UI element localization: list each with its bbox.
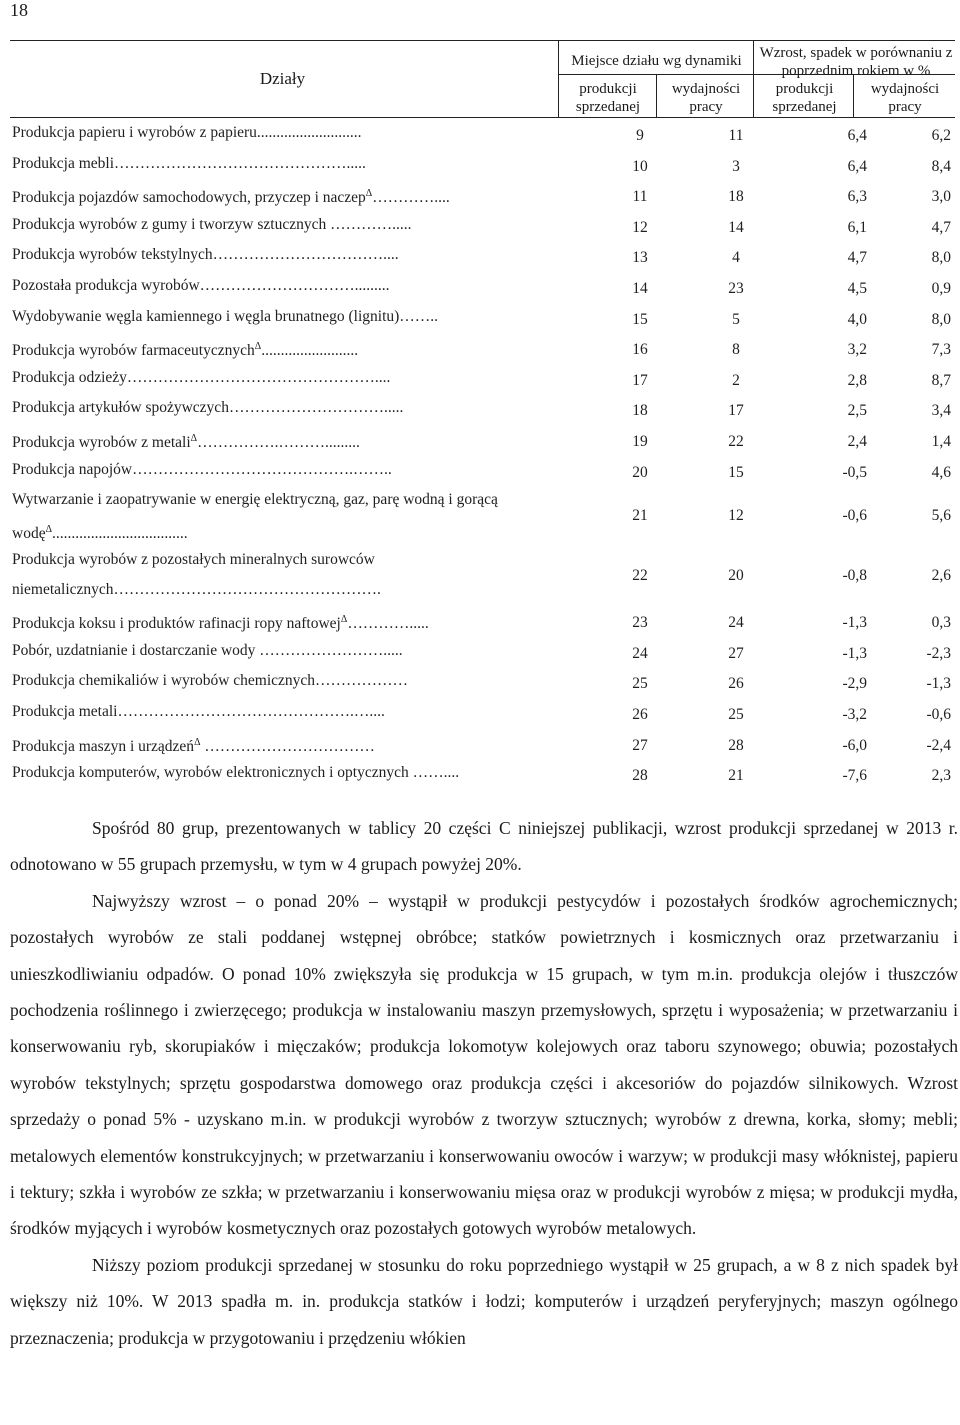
table-row	[0, 302, 960, 333]
table-row	[0, 149, 960, 180]
table-row	[0, 118, 960, 149]
cell-c1: 27	[632, 736, 648, 754]
cell-c2: 26	[728, 675, 744, 693]
table-row	[0, 605, 960, 636]
header-wydajnosci-pracy: wydajności pracy	[671, 81, 741, 115]
row-label: Produkcja maszyn i urządzeń$^\Delta$ ……………………………	[12, 736, 375, 755]
cell-c3: 3,2	[847, 341, 867, 359]
cell-c2: 8	[732, 341, 740, 359]
cell-c4: -2,3	[926, 644, 951, 662]
cell-c1: 20	[632, 463, 648, 481]
cell-c2: 28	[728, 736, 744, 754]
cell-c2: 17	[728, 402, 744, 420]
cell-c3: -0,8	[842, 567, 867, 585]
row-label: Produkcja pojazdów samochodowych, przyczep i naczep$^\Delta$…………....	[12, 188, 450, 207]
cell-c3: 6,3	[847, 188, 867, 206]
cell-c2: 4	[732, 249, 740, 267]
cell-c3: 6,4	[847, 157, 867, 175]
header-divider	[656, 74, 657, 117]
paragraph: Niższy poziom produkcji sprzedanej w stosunku do roku poprzedniego wystąpił w 25 grupach, a w 8 z nich spadek był większy niż 10%. W 2013 spadła m. in. produkcja statków i łodzi; komputerów i urządzeń peryferyjnych; maszyn ogólnego przeznaczenia; produkcja w przygotowaniu i przędzeniu włókien	[10, 1254, 958, 1348]
cell-c3: 4,5	[847, 280, 867, 297]
cell-c3: 6,4	[847, 127, 867, 144]
cell-c1: 18	[632, 402, 648, 420]
cell-c1: 19	[632, 433, 648, 450]
table-row	[0, 636, 960, 667]
cell-c3: 6,1	[847, 218, 867, 236]
header-wydajnosci-pracy: wydajności pracy	[870, 81, 940, 115]
table-row	[0, 210, 960, 241]
cell-c3: 4,0	[847, 310, 867, 328]
table-row	[0, 697, 960, 728]
row-label: Produkcja papieru i wyrobów z papieru...........................	[12, 124, 362, 141]
table-row	[0, 393, 960, 424]
cell-c3: 2,4	[847, 433, 867, 450]
cell-c1: 24	[632, 644, 648, 662]
header-produkcji-sprzedanej: produkcji sprzedanej	[575, 81, 641, 115]
cell-c1: 15	[632, 310, 648, 328]
row-label: Produkcja mebli……………………………………….....	[12, 154, 366, 172]
row-label: Produkcja wyrobów z metali$^\Delta$…………….……….........	[12, 433, 360, 452]
cell-c1: 28	[632, 767, 648, 785]
cell-c4: 1,4	[931, 433, 951, 450]
cell-c4: 8,0	[931, 310, 951, 328]
table-row	[0, 455, 960, 486]
cell-c4: 6,2	[931, 127, 951, 144]
header-produkcji-sprzedanej: produkcji sprzedanej	[772, 81, 837, 115]
row-label: Produkcja metali……………………………………….…....	[12, 703, 385, 720]
cell-c2: 23	[728, 280, 744, 297]
paragraph: Spośród 80 grup, prezentowanych w tablicy 20 części C niniejszej publikacji, wzrost produkcji sprzedanej w 2013 r. odnotowano w 55 grupach przemysłu, w tym w 4 grupach powyżej 20%.	[10, 818, 958, 875]
cell-c4: 7,3	[931, 341, 951, 359]
cell-c2: 12	[728, 507, 744, 525]
cell-c2: 11	[728, 127, 744, 144]
header-wzrost: Wzrost, spadek w porównaniu z poprzednim rokiem w %	[759, 45, 953, 79]
cell-c1: 26	[632, 706, 648, 723]
cell-c2: 14	[728, 218, 744, 236]
table-row	[0, 485, 960, 545]
cell-c4: 0,9	[931, 280, 951, 297]
cell-c3: -0,6	[842, 507, 867, 525]
cell-c1: 10	[632, 157, 648, 175]
cell-c2: 3	[732, 157, 740, 175]
cell-c4: 3,0	[931, 188, 951, 206]
cell-c2: 24	[728, 614, 744, 632]
cell-c4: 2,3	[931, 767, 951, 785]
cell-c3: 2,8	[847, 371, 867, 389]
row-label: Produkcja wyrobów farmaceutycznych$^\Delta$.........................	[12, 341, 359, 360]
cell-c3: -6,0	[842, 736, 867, 754]
paragraph: Najwyższy wzrost – o ponad 20% – wystąpił w produkcji pestycydów i pozostałych środków agrochemicznych; pozostałych wyrobów ze stali poddanej wstępnej obróbce; statków powietrznych i kosmicznych oraz przetwarzaniu i unieszkodliwianiu odpadów. O ponad 10% zwiększyła się produkcja w 15 grupach, w tym m.in. produkcja olejów i tłuszczów pochodzenia roślinnego i zwierzęcego; produkcja w instalowaniu maszyn przemysłowych, sprzętu i wyposażenia; w przetwarzaniu i konserwowaniu ryb, skorupiaków i mięczaków; produkcja lokomotyw kolejowych oraz taboru szynowego; obuwia; pozostałych wyrobów tekstylnych; sprzętu gospodarstwa domowego oraz produkcja części i akcesoriów do pojazdów silnikowych. Wzrost sprzedaży o ponad 5% - uzyskano m.in. w produkcji wyrobów z tworzyw sztucznych; wyrobów z drewna, korka, słomy; mebli; metalowych elementów konstrukcyjnych; w przetwarzaniu i konserwowaniu owoców i warzyw; w produkcji masy włóknistej, papieru i tektury; szkła i wyrobów ze szkła; w przetwarzaniu i konserwowaniu mięsa oraz w produkcji wyrobów z mięsa; w produkcji mydła, środków myjących i wyrobów kosmetycznych oraz pozostałych gotowych wyrobów metalowych.	[10, 890, 958, 1239]
header-dzialy: Działy	[259, 69, 306, 88]
cell-c2: 2	[732, 371, 740, 389]
row-label: Produkcja koksu i produktów rafinacji ropy naftowej$^\Delta$………….....	[12, 614, 429, 633]
row-label: Produkcja komputerów, wyrobów elektronicznych i optycznych ……....	[12, 764, 460, 782]
table-row	[0, 179, 960, 210]
cell-c1: 14	[632, 280, 648, 297]
cell-c4: 4,6	[931, 463, 951, 481]
cell-c4: -2,4	[926, 736, 951, 754]
row-label: Produkcja wyrobów z pozostałych mineralnych surowców niemetalicznych…………………………………………….	[12, 551, 381, 599]
cell-c2: 5	[732, 310, 740, 328]
cell-c3: -0,5	[842, 463, 867, 481]
cell-c1: 13	[632, 249, 648, 267]
table-row	[0, 666, 960, 697]
header-divider	[753, 40, 754, 117]
table-row	[0, 424, 960, 455]
table-row	[0, 240, 960, 271]
table-top-rule	[10, 40, 955, 41]
cell-c4: 4,7	[931, 218, 951, 236]
cell-c3: 4,7	[847, 249, 867, 267]
cell-c2: 21	[728, 767, 744, 785]
cell-c1: 23	[632, 614, 648, 632]
cell-c2: 25	[728, 706, 744, 723]
row-label: Produkcja napojów…………………………………….……..	[12, 460, 392, 478]
row-label: Produkcja wyrobów z gumy i tworzyw sztucznych ………….....	[12, 215, 412, 233]
body-text	[10, 810, 958, 1356]
table-row	[0, 545, 960, 605]
cell-c4: -1,3	[926, 675, 951, 693]
cell-c4: 2,6	[931, 567, 951, 585]
row-label: Pozostała produkcja wyrobów………………………….........	[12, 277, 390, 294]
row-label: Wytwarzanie i zaopatrywanie w energię elektryczną, gaz, parę wodną i gorącą wodę$^\Delta$...................................	[12, 491, 498, 543]
cell-c2: 22	[728, 433, 744, 450]
table-row	[0, 363, 960, 394]
cell-c1: 21	[632, 507, 648, 525]
cell-c2: 18	[728, 188, 744, 206]
cell-c3: -3,2	[842, 706, 867, 723]
cell-c4: 3,4	[931, 402, 951, 420]
cell-c4: 8,4	[931, 157, 951, 175]
cell-c3: -2,9	[842, 675, 867, 693]
cell-c4: 0,3	[931, 614, 951, 632]
header-miejsce: Miejsce działu wg dynamiki	[571, 53, 742, 69]
cell-c3: -1,3	[842, 614, 867, 632]
cell-c1: 22	[632, 567, 648, 585]
page-number: 18	[10, 0, 28, 20]
table-row	[0, 332, 960, 363]
row-label: Produkcja artykułów spożywczych………………………….....	[12, 399, 404, 417]
table-row	[0, 758, 960, 789]
cell-c1: 16	[632, 341, 648, 359]
row-label: Produkcja odzieży…………………………………………....	[12, 368, 391, 386]
table-row	[0, 271, 960, 302]
cell-c3: -7,6	[842, 767, 867, 785]
header-divider	[853, 74, 854, 117]
row-label: Wydobywanie węgla kamiennego i węgla brunatnego (lignitu)……..	[12, 307, 439, 325]
header-divider	[558, 40, 559, 117]
cell-c2: 15	[728, 463, 744, 481]
row-label: Produkcja wyrobów tekstylnych……………………………....	[12, 246, 399, 264]
cell-c1: 25	[632, 675, 648, 693]
cell-c4: 5,6	[931, 507, 951, 525]
cell-c2: 27	[728, 644, 744, 662]
cell-c1: 17	[632, 371, 648, 389]
cell-c3: -1,3	[842, 644, 867, 662]
cell-c1: 11	[632, 188, 648, 206]
row-label: Produkcja chemikaliów i wyrobów chemicznych………………	[12, 672, 409, 690]
cell-c4: -0,6	[926, 706, 951, 723]
cell-c4: 8,7	[931, 371, 951, 389]
cell-c1: 12	[632, 218, 648, 236]
cell-c3: 2,5	[847, 402, 867, 420]
row-label: Pobór, uzdatnianie i dostarczanie wody …………………….....	[12, 641, 403, 659]
cell-c4: 8,0	[931, 249, 951, 267]
table-row	[0, 728, 960, 759]
cell-c2: 20	[728, 567, 744, 585]
cell-c1: 9	[636, 127, 644, 144]
